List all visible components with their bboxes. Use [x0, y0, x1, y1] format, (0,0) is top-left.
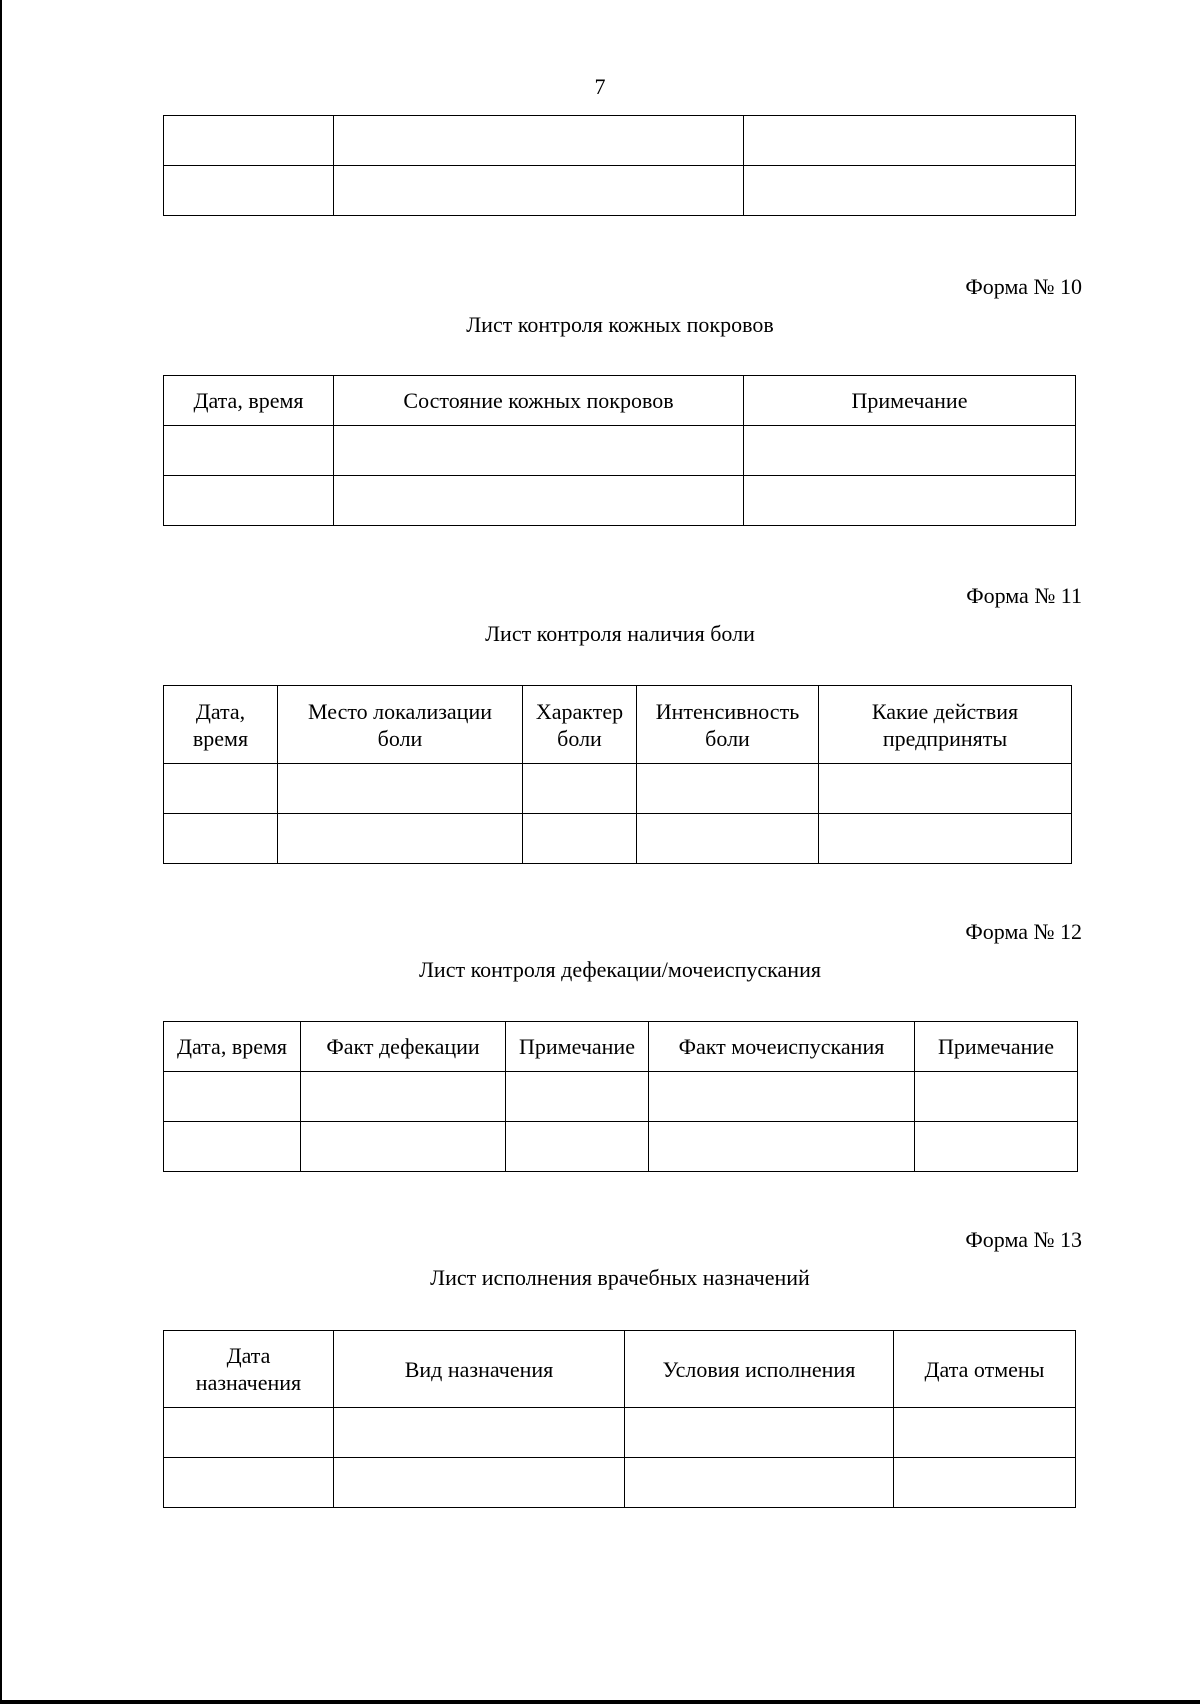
table-row — [164, 426, 1076, 476]
table-cell[interactable] — [523, 814, 637, 864]
table-header-row — [164, 686, 1072, 764]
form-title: Лист контроля наличия боли — [485, 621, 755, 646]
table-cell[interactable] — [334, 116, 744, 166]
table-row — [164, 1122, 1078, 1172]
table-cell[interactable] — [744, 116, 1076, 166]
form-title: Лист контроля дефекации/мочеиспускания — [419, 957, 821, 982]
column-header: Какие действия предприняты — [819, 686, 1072, 764]
table-cell[interactable] — [278, 814, 523, 864]
table-header-row — [164, 376, 1076, 426]
table-row — [164, 764, 1072, 814]
column-header: Интенсивность боли — [637, 686, 819, 764]
table-cell[interactable] — [894, 1458, 1076, 1508]
table-row — [164, 476, 1076, 526]
table-cell[interactable] — [523, 764, 637, 814]
page-edge-bottom — [0, 1700, 1200, 1704]
form-number: Форма № 13 — [965, 1227, 1082, 1252]
table-row — [164, 1072, 1078, 1122]
pain-control-table — [163, 685, 1072, 864]
table-cell[interactable] — [164, 166, 334, 216]
table-cell[interactable] — [334, 1458, 625, 1508]
table-cell[interactable] — [649, 1122, 915, 1172]
continuation-table — [163, 115, 1076, 216]
table-cell[interactable] — [637, 764, 819, 814]
table-cell[interactable] — [915, 1122, 1078, 1172]
table-cell[interactable] — [744, 166, 1076, 216]
skin-control-table — [163, 375, 1076, 526]
column-header: Примечание — [915, 1022, 1078, 1072]
column-header: Дата назначения — [164, 1331, 334, 1408]
table-cell[interactable] — [915, 1072, 1078, 1122]
table-cell[interactable] — [164, 1122, 301, 1172]
table-row — [164, 814, 1072, 864]
table-cell[interactable] — [744, 476, 1076, 526]
form-title: Лист контроля кожных покровов — [466, 312, 774, 337]
column-header: Дата, время — [164, 376, 334, 426]
table-cell[interactable] — [334, 166, 744, 216]
table-row — [164, 166, 1076, 216]
table-cell[interactable] — [164, 476, 334, 526]
table-cell[interactable] — [164, 116, 334, 166]
table-cell[interactable] — [278, 764, 523, 814]
table-row — [164, 1458, 1076, 1508]
medical-orders-table — [163, 1330, 1076, 1508]
table-cell[interactable] — [649, 1072, 915, 1122]
table-cell[interactable] — [164, 1072, 301, 1122]
column-header: Примечание — [506, 1022, 649, 1072]
form-number: Форма № 11 — [966, 583, 1082, 608]
table-header-row — [164, 1331, 1076, 1408]
table-cell[interactable] — [301, 1072, 506, 1122]
table-cell[interactable] — [164, 1408, 334, 1458]
table-cell[interactable] — [637, 814, 819, 864]
table-cell[interactable] — [744, 426, 1076, 476]
table-cell[interactable] — [164, 814, 278, 864]
form-title: Лист исполнения врачебных назначений — [430, 1265, 810, 1290]
column-header: Характер боли — [523, 686, 637, 764]
form-number: Форма № 10 — [965, 274, 1082, 299]
column-header: Вид назначения — [334, 1331, 625, 1408]
column-header: Условия исполнения — [625, 1331, 894, 1408]
defecation-urination-table — [163, 1021, 1078, 1172]
table-cell[interactable] — [334, 1408, 625, 1458]
form-number: Форма № 12 — [965, 919, 1082, 944]
table-cell[interactable] — [625, 1408, 894, 1458]
column-header: Примечание — [744, 376, 1076, 426]
table-cell[interactable] — [334, 426, 744, 476]
table-cell[interactable] — [819, 764, 1072, 814]
page-edge-left — [0, 0, 2, 1704]
column-header: Дата, время — [164, 686, 278, 764]
table-header-row — [164, 1022, 1078, 1072]
table-row — [164, 116, 1076, 166]
table-cell[interactable] — [164, 426, 334, 476]
column-header: Дата, время — [164, 1022, 301, 1072]
table-cell[interactable] — [334, 476, 744, 526]
column-header: Состояние кожных покровов — [334, 376, 744, 426]
page-number: 7 — [594, 74, 606, 99]
table-cell[interactable] — [301, 1122, 506, 1172]
table-cell[interactable] — [625, 1458, 894, 1508]
table-cell[interactable] — [164, 764, 278, 814]
table-row — [164, 1408, 1076, 1458]
column-header: Дата отмены — [894, 1331, 1076, 1408]
table-cell[interactable] — [164, 1458, 334, 1508]
table-cell[interactable] — [894, 1408, 1076, 1458]
table-cell[interactable] — [506, 1122, 649, 1172]
table-cell[interactable] — [819, 814, 1072, 864]
column-header: Факт мочеиспускания — [649, 1022, 915, 1072]
table-cell[interactable] — [506, 1072, 649, 1122]
column-header: Место локализации боли — [278, 686, 523, 764]
column-header: Факт дефекации — [301, 1022, 506, 1072]
